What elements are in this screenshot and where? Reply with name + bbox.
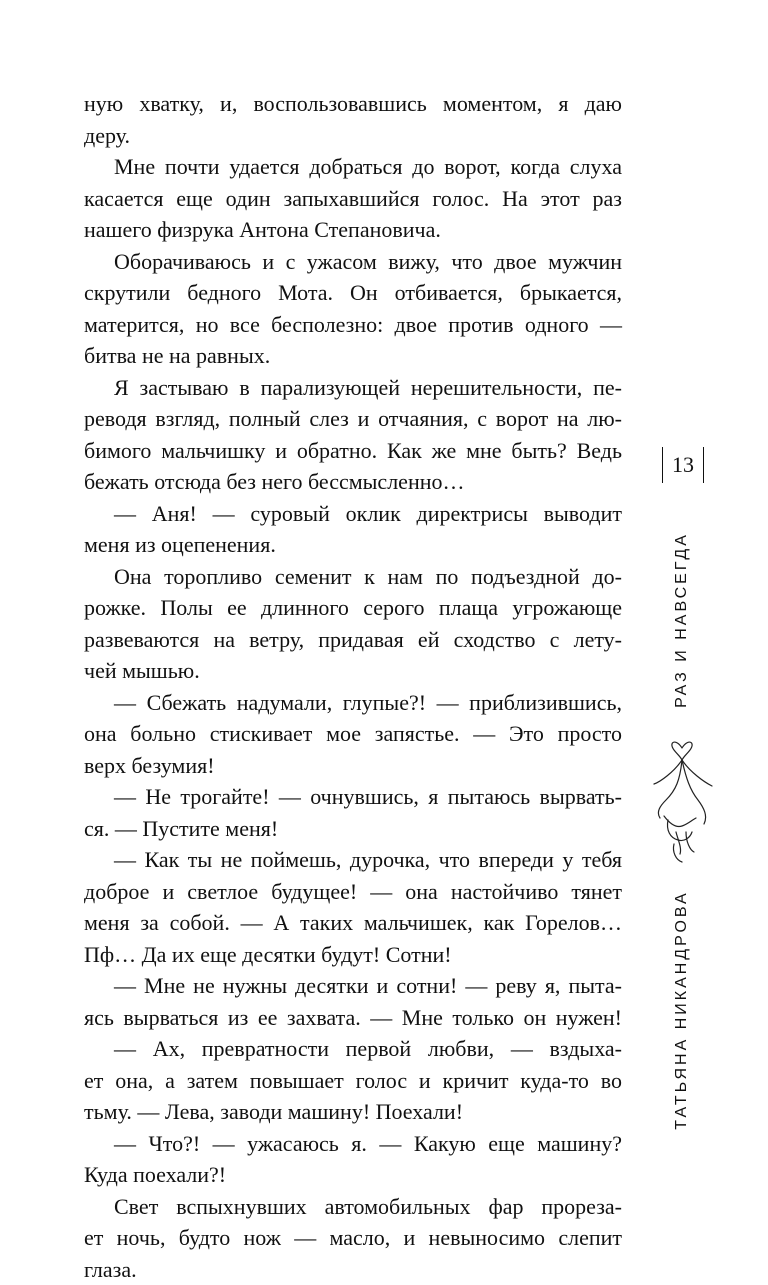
text-line: бимого мальчишку и обратно. Как же мне быть? Ведь — [84, 435, 622, 467]
text-line: меня за собой. — А таких мальчишек, как Горелов… — [84, 907, 622, 939]
text-line: — Мне не нужны десятки и сотни! — реву я, пыта- — [84, 970, 622, 1002]
text-line: скрутили бедного Мота. Он отбивается, брыкается, — [84, 277, 622, 309]
text-line: — Не трогайте! — очнувшись, я пытаюсь вырвать- — [84, 781, 622, 813]
text-line: верх безумия! — [84, 750, 622, 782]
text-line: Куда поехали?! — [84, 1159, 622, 1191]
text-line: касается еще один запыхавшийся голос. На этот раз — [84, 183, 622, 215]
text-line: бежать отсюда без него бессмысленно… — [84, 466, 622, 498]
text-line: — Ах, превратности первой любви, — вздыха- — [84, 1033, 622, 1065]
text-line: Оборачиваюсь и с ужасом вижу, что двое мужчин — [84, 246, 622, 278]
body-text — [84, 88, 622, 1285]
text-line: тьму. — Лева, заводи машину! Поехали! — [84, 1096, 622, 1128]
text-line: — Как ты не поймешь, дурочка, что впереди у тебя — [84, 844, 622, 876]
text-line: развеваются на ветру, придавая ей сходство с лету- — [84, 624, 622, 656]
text-line: ет она, а затем повышает голос и кричит куда-то во — [84, 1065, 622, 1097]
text-line: матерится, но все бесполезно: двое против одного — — [84, 309, 622, 341]
heart-hands-icon — [646, 720, 718, 870]
text-line: — Что?! — ужасаюсь я. — Какую еще машину? — [84, 1128, 622, 1160]
text-line: — Сбежать надумали, глупые?! — приблизившись, — [84, 687, 622, 719]
text-line: она больно стискивает мое запястье. — Это просто — [84, 718, 622, 750]
text-line: ясь вырваться из ее захвата. — Мне только он нужен! — [84, 1002, 622, 1034]
text-line: деру. — [84, 120, 622, 152]
text-line: реводя взгляд, полный слез и отчаяния, с ворот на лю- — [84, 403, 622, 435]
page-number: 13 — [662, 447, 704, 483]
text-line: доброе и светлое будущее! — она настойчиво тянет — [84, 876, 622, 908]
running-title-text: РАЗ И НАВСЕГДА — [673, 532, 691, 708]
text-line: Свет вспыхнувших автомобильных фар прореза- — [84, 1191, 622, 1223]
text-line: ет ночь, будто нож — масло, и невыносимо слепит — [84, 1222, 622, 1254]
author-name-text: ТАТЬЯНА НИКАНДРОВА — [673, 890, 691, 1129]
text-line: глаза. — [84, 1254, 622, 1285]
text-line: Пф… Да их еще десятки будут! Сотни! — [84, 939, 622, 971]
text-line: Мне почти удается добраться до ворот, когда слуха — [84, 151, 622, 183]
text-line: нашего физрука Антона Степановича. — [84, 214, 622, 246]
text-line: битва не на равных. — [84, 340, 622, 372]
text-line: — Аня! — суровый оклик директрисы выводит — [84, 498, 622, 530]
text-line: рожке. Полы ее длинного серого плаща угрожающе — [84, 592, 622, 624]
text-line: Я застываю в парализующей нерешительности, пе- — [84, 372, 622, 404]
text-line: меня из оцепенения. — [84, 529, 622, 561]
text-line: ную хватку, и, воспользовавшись моментом, я даю — [84, 88, 622, 120]
text-line: ся. — Пустите меня! — [84, 813, 622, 845]
text-line: чей мышью. — [84, 655, 622, 687]
text-line: Она торопливо семенит к нам по подъездной до- — [84, 561, 622, 593]
